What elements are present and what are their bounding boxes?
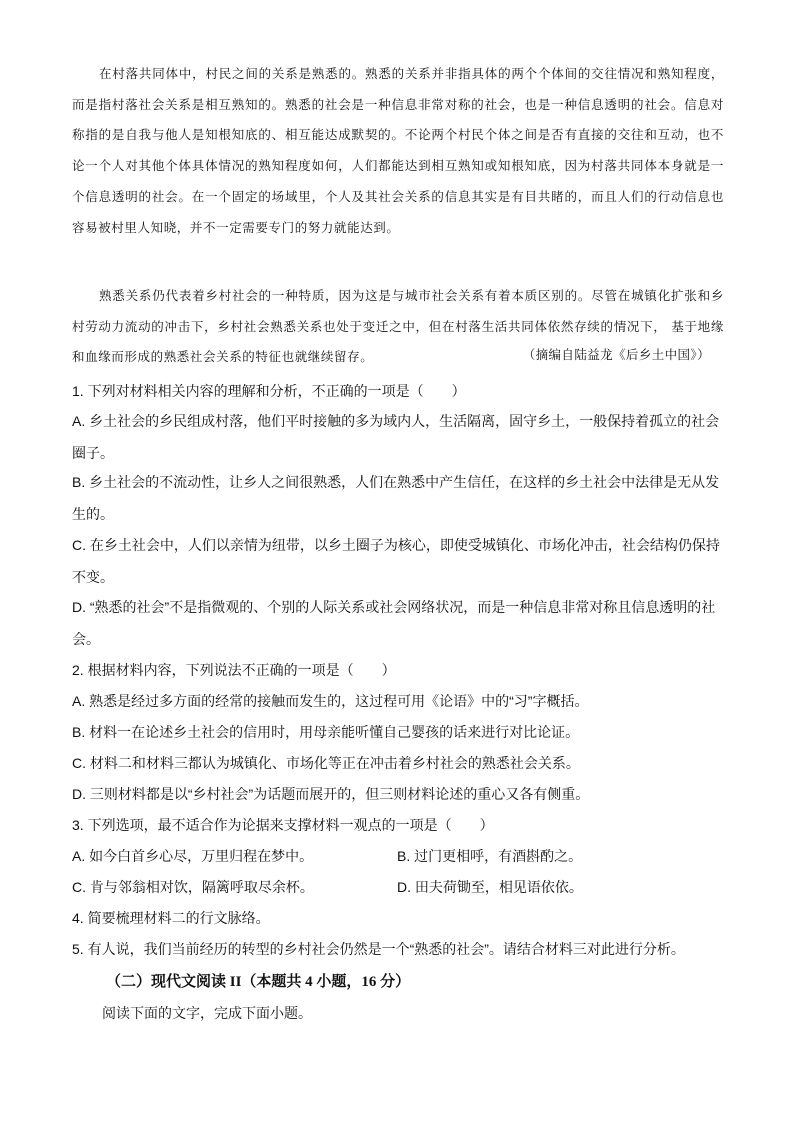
material-source: （摘编自陆益龙《后乡土中国》） (522, 347, 710, 362)
question-1-option-d: D. “熟悉的社会”不是指微观的、个别的人际关系或社会网络状况，而是一种信息非常对称且信息透明的社会。 (72, 599, 716, 647)
question-3-option-b: B. 过门更相呼，有酒斟酌之。 (397, 848, 583, 864)
question-1-option-c: C. 在乡土社会中，人们以亲情为纽带，以乡土圈子为核心，即使受城镇化、市场化冲击，社会结构仍保持不变。 (72, 537, 720, 585)
question-2-stem: 2. 根据材料内容，下列说法不正确的一项是（ ） (72, 662, 396, 678)
material-paragraph-2: 熟悉关系仍代表着乡村社会的一种特质，因为这是与城市社会关系有着本质区别的。尽管在城镇化扩张和乡村劳动力流动的冲击下，乡村社会熟悉关系也处于变迁之中，但在村落生活共同体依然存续的情况下， 基于地缘和血缘而形成的熟悉社会关系的特征也就继续留存。 (72, 288, 724, 365)
question-5-stem: 5. 有人说，我们当前经历的转型的乡村社会仍然是一个“熟悉的社会”。请结合材料三对此进行分析。 (72, 941, 685, 957)
section-instruction: 阅读下面的文字，完成下面小题。 (102, 1005, 312, 1021)
question-1-stem: 1. 下列对材料相关内容的理解和分析，不正确的一项是（ ） (72, 383, 466, 399)
question-3-stem: 3. 下列选项，最不适合作为论据来支撑材料一观点的一项是（ ） (72, 817, 494, 833)
question-4-stem: 4. 简要梳理材料二的行文脉络。 (72, 910, 270, 926)
question-1-option-a: A. 乡土社会的乡民组成村落，他们平时接触的多为域内人，生活隔离，固守乡土，一般保持着孤立的社会圈子。 (72, 413, 720, 461)
question-1-option-b: B. 乡土社会的不流动性，让乡人之间很熟悉，人们在熟悉中产生信任，在这样的乡土社会中法律是无从发生的。 (72, 474, 720, 522)
question-2-option-c: C. 材料二和材料三都认为城镇化、市场化等正在冲击着乡村社会的熟悉社会关系。 (72, 755, 580, 771)
question-2-option-a: A. 熟悉是经过多方面的经常的接触而发生的，这过程可用《论语》中的“习”字概括。 (72, 693, 589, 709)
section-heading: （二）现代文阅读 II（本题共 4 小题，16 分） (106, 974, 411, 990)
question-2-option-d: D. 三则材料都是以“乡村社会”为话题而展开的，但三则材料论述的重心又各有侧重。 (72, 786, 590, 802)
question-3-option-d: D. 田夫荷锄至，相见语依依。 (397, 879, 583, 895)
material-paragraph-1: 在村落共同体中，村民之间的关系是熟悉的。熟悉的关系并非指具体的两个个体间的交往情况和熟知程度，而是指村落社会关系是相互熟知的。熟悉的社会是一种信息非常对称的社会，也是一种信息透明的社会。信息对称指的是自我与他人是知根知底的、相互能达成默契的。不论两个村民个体之间是否有直接的交往和互动，也不论一个人对其他个体具体情况的熟知程度如何，人们都能达到相互熟知或知根知底，因为村落共同体本身就是一个信息透明的社会。在一个固定的场域里，个人及其社会关系的信息其实是有目共睹的，而且人们的行动信息也容易被村里人知晓，并不一定需要专门的努力就能达到。 (72, 66, 724, 235)
question-2-option-b: B. 材料一在论述乡土社会的信用时，用母亲能听懂自己婴孩的话来进行对比论证。 (72, 724, 580, 740)
question-3-option-c: C. 肯与邻翁相对饮，隔篱呼取尽余杯。 (72, 879, 314, 895)
question-3-option-a: A. 如今白首乡心尽，万里归程在梦中。 (72, 848, 314, 864)
